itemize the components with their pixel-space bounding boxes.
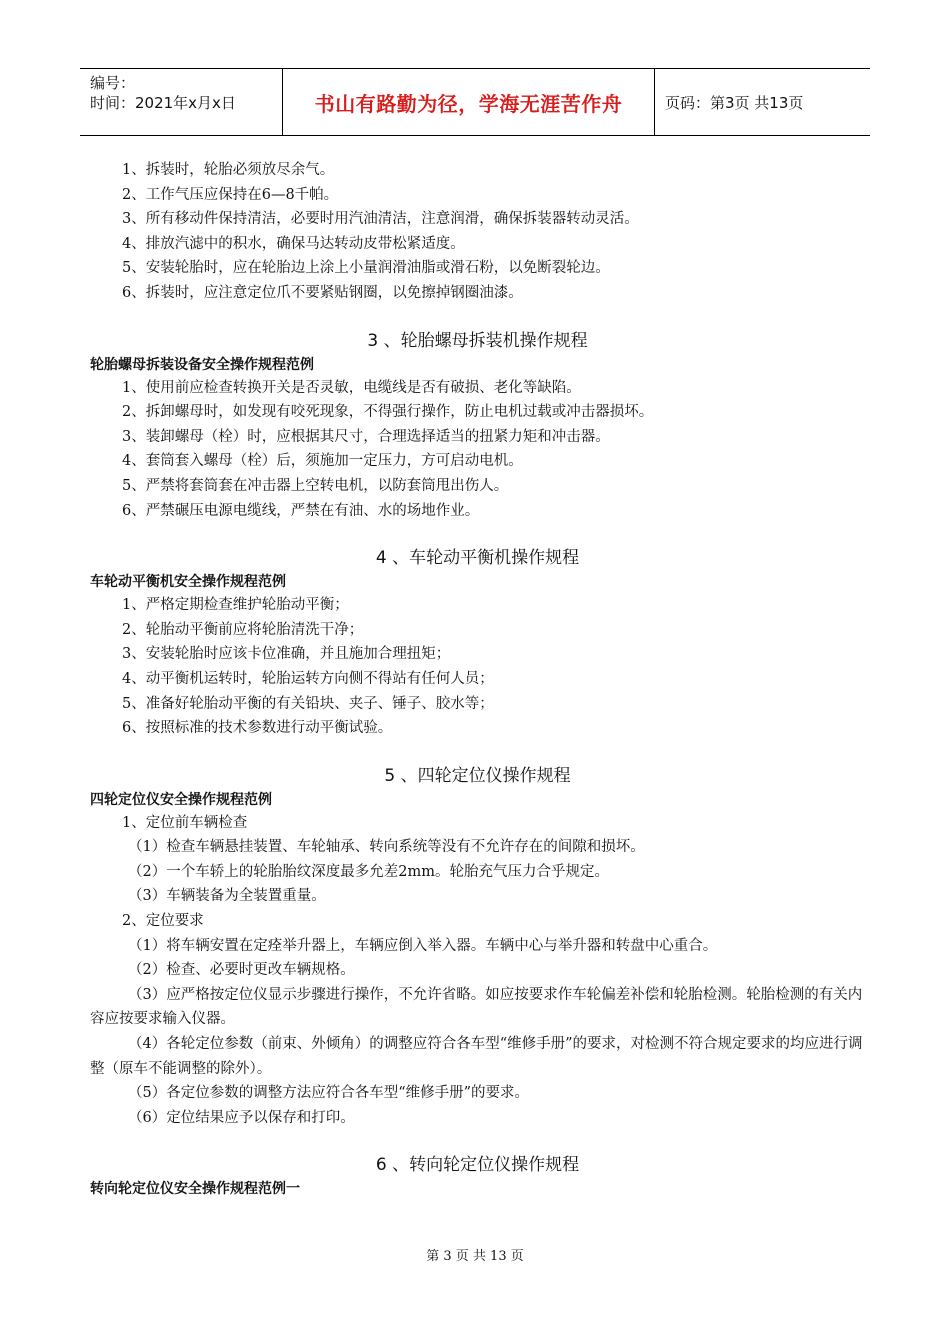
list-item: （3）应严格按定位仪显示步骤进行操作，不允许省略。如应按要求作车轮偏差补偿和轮胎检测。轮胎检测的有关内容应按要求输入仪器。 xyxy=(90,986,863,1028)
list-item: 2、拆卸螺母时，如发现有咬死现象，不得强行操作，防止电机过载或冲击器损坏。 xyxy=(122,404,654,421)
list-item: 1、使用前应检查转换开关是否灵敏，电缆线是否有破损、老化等缺陷。 xyxy=(122,379,581,396)
list-group-heading: 2、定位要求 xyxy=(122,913,204,930)
section-title: 5 、四轮定位仪操作规程 xyxy=(384,765,571,786)
section-title: 6 、转向轮定位仪操作规程 xyxy=(375,1155,580,1176)
header-meta xyxy=(80,69,283,135)
list-item: 2、轮胎动平衡前应将轮胎清洗干净； xyxy=(122,621,364,638)
list-item: 4、套筒套入螺母（栓）后，须施加一定压力，方可启动电机。 xyxy=(122,453,523,470)
section-subtitle: 轮胎螺母拆装设备安全操作规程范例 xyxy=(90,356,314,373)
list-group-heading: 1、定位前车辆检查 xyxy=(122,814,248,831)
list-item: （4）各轮定位参数（前束、外倾角）的调整应符合各车型“维修手册”的要求，对检测不符合规定要求的均应进行调整（原车不能调整的除外）。 xyxy=(90,1036,863,1077)
list-item: 4、排放汽滤中的积水，确保马达转动皮带松紧适度。 xyxy=(122,235,465,252)
list-item: 3、安装轮胎时应该卡位准确，并且施加合理扭矩； xyxy=(122,646,451,663)
list-item: （3）车辆装备为全装置重量。 xyxy=(128,888,326,905)
section-subtitle: 四轮定位仪安全操作规程范例 xyxy=(90,791,272,808)
list-item: （5）各定位参数的调整方法应符合各车型“维修手册”的要求。 xyxy=(128,1085,530,1102)
list-item: 6、拆装时，应注意定位爪不要紧贴钢圈，以免擦掉钢圈油漆。 xyxy=(122,284,523,301)
list-item: 5、严禁将套筒套在冲击器上空转电机，以防套筒甩出伤人。 xyxy=(122,477,509,494)
list-item: 1、拆装时，轮胎必须放尽余气。 xyxy=(122,162,335,178)
intro-list xyxy=(90,158,865,306)
document-body xyxy=(90,158,865,1200)
list-item: 1、严格定期检查维护轮胎动平衡； xyxy=(122,597,349,614)
list-item: 2、工作气压应保持在6—8千帕。 xyxy=(122,186,339,203)
section-title: 3 、轮胎螺母拆装机操作规程 xyxy=(367,330,588,351)
page-footer: 第 3 页 共 13 页 xyxy=(426,1249,524,1264)
list-item: （6）定位结果应予以保存和打印。 xyxy=(128,1109,355,1126)
header-motto: 书山有路勤为径，学海无涯苦作舟 xyxy=(283,69,655,135)
date-label: 时间：2021年x月x日 xyxy=(90,94,236,112)
section-subtitle: 车轮动平衡机安全操作规程范例 xyxy=(90,574,286,591)
list-item: 5、安装轮胎时，应在轮胎边上涂上小量润滑油脂或滑石粉，以免断裂轮边。 xyxy=(122,260,610,277)
list-item: 6、严禁碾压电源电缆线，严禁在有油、水的场地作业。 xyxy=(122,502,480,519)
list-item: （2）检查、必要时更改车辆规格。 xyxy=(128,962,355,979)
header-page-info: 页码：第3页 共13页 xyxy=(665,93,804,112)
list-item: 3、所有移动件保持清洁，必要时用汽油清洁，注意润滑，确保拆装器转动灵活。 xyxy=(122,211,639,228)
list-item: （1）检查车辆悬挂装置、车轮轴承、转向系统等没有不允许存在的间隙和损坏。 xyxy=(128,839,645,856)
list-item: 5、准备好轮胎动平衡的有关铅块、夹子、锤子、胶水等； xyxy=(122,695,494,712)
page-header xyxy=(80,68,870,136)
section-subtitle: 转向轮定位仪安全操作规程范例一 xyxy=(90,1181,300,1198)
list-item: （1）将车辆安置在定痊举升器上，车辆应倒入举入器。车辆中心与举升器和转盘中心重合。 xyxy=(128,937,718,954)
list-item: （2）一个车轿上的轮胎胎纹深度最多允差2mm。轮胎充气压力合乎规定。 xyxy=(128,863,609,880)
list-item: 6、按照标准的技术参数进行动平衡试验。 xyxy=(122,720,393,737)
list-item: 4、动平衡机运转时，轮胎运转方向侧不得站有任何人员； xyxy=(122,670,494,687)
section-title: 4 、车轮动平衡机操作规程 xyxy=(375,548,580,569)
number-label: 编号： xyxy=(90,74,136,92)
list-item: 3、装卸螺母（栓）时，应根据其尺寸，合理选择适当的扭紧力矩和冲击器。 xyxy=(122,428,610,445)
